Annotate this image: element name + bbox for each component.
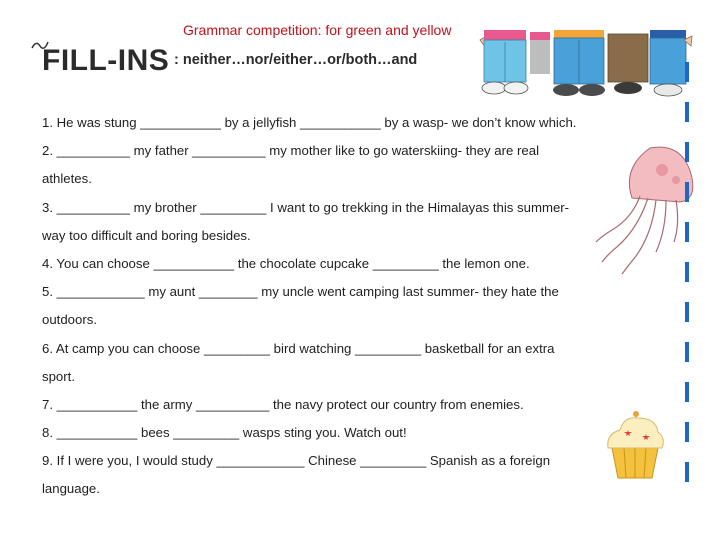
question-line: 2. __________ my father __________ my mother like to go waterskiing- they are real	[42, 143, 540, 159]
question-line: outdoors.	[42, 312, 97, 328]
banner-title: Grammar competition: for green and yellow	[183, 22, 452, 38]
question-line: 4. You can choose ___________ the chocolate cupcake _________ the lemon one.	[42, 255, 530, 271]
worksheet-header	[30, 38, 500, 76]
question-line: 9. If I were you, I would study ____________ Chinese _________ Spanish as a foreign	[42, 453, 551, 469]
question-line: 5. ____________ my aunt ________ my uncle went camping last summer- they hate the	[42, 284, 559, 300]
question-list	[42, 113, 632, 508]
question-line: athletes.	[42, 171, 92, 187]
question-line: 1. He was stung ___________ by a jellyfish ___________ by a wasp- we don’t know which.	[42, 115, 577, 130]
blue-dashed-border	[680, 62, 694, 502]
question-line: language.	[42, 481, 100, 497]
question-line: way too difficult and boring besides.	[42, 227, 251, 243]
question-line: 6. At camp you can choose _________ bird watching _________ basketball for an extra	[42, 340, 555, 356]
kids-legs-illustration	[478, 30, 693, 100]
question-line: 3. __________ my brother _________ I want to go trekking in the Himalayas this summer-	[42, 199, 570, 215]
worksheet-subtitle: : neither…nor/either…or/both…and	[174, 52, 418, 68]
question-line: sport.	[42, 368, 75, 384]
question-line: 7. ___________ the army __________ the navy protect our country from enemies.	[42, 396, 524, 412]
worksheet-title: FILL-INS	[42, 44, 170, 77]
question-line: 8. ___________ bees _________ wasps sting you. Watch out!	[42, 425, 407, 441]
